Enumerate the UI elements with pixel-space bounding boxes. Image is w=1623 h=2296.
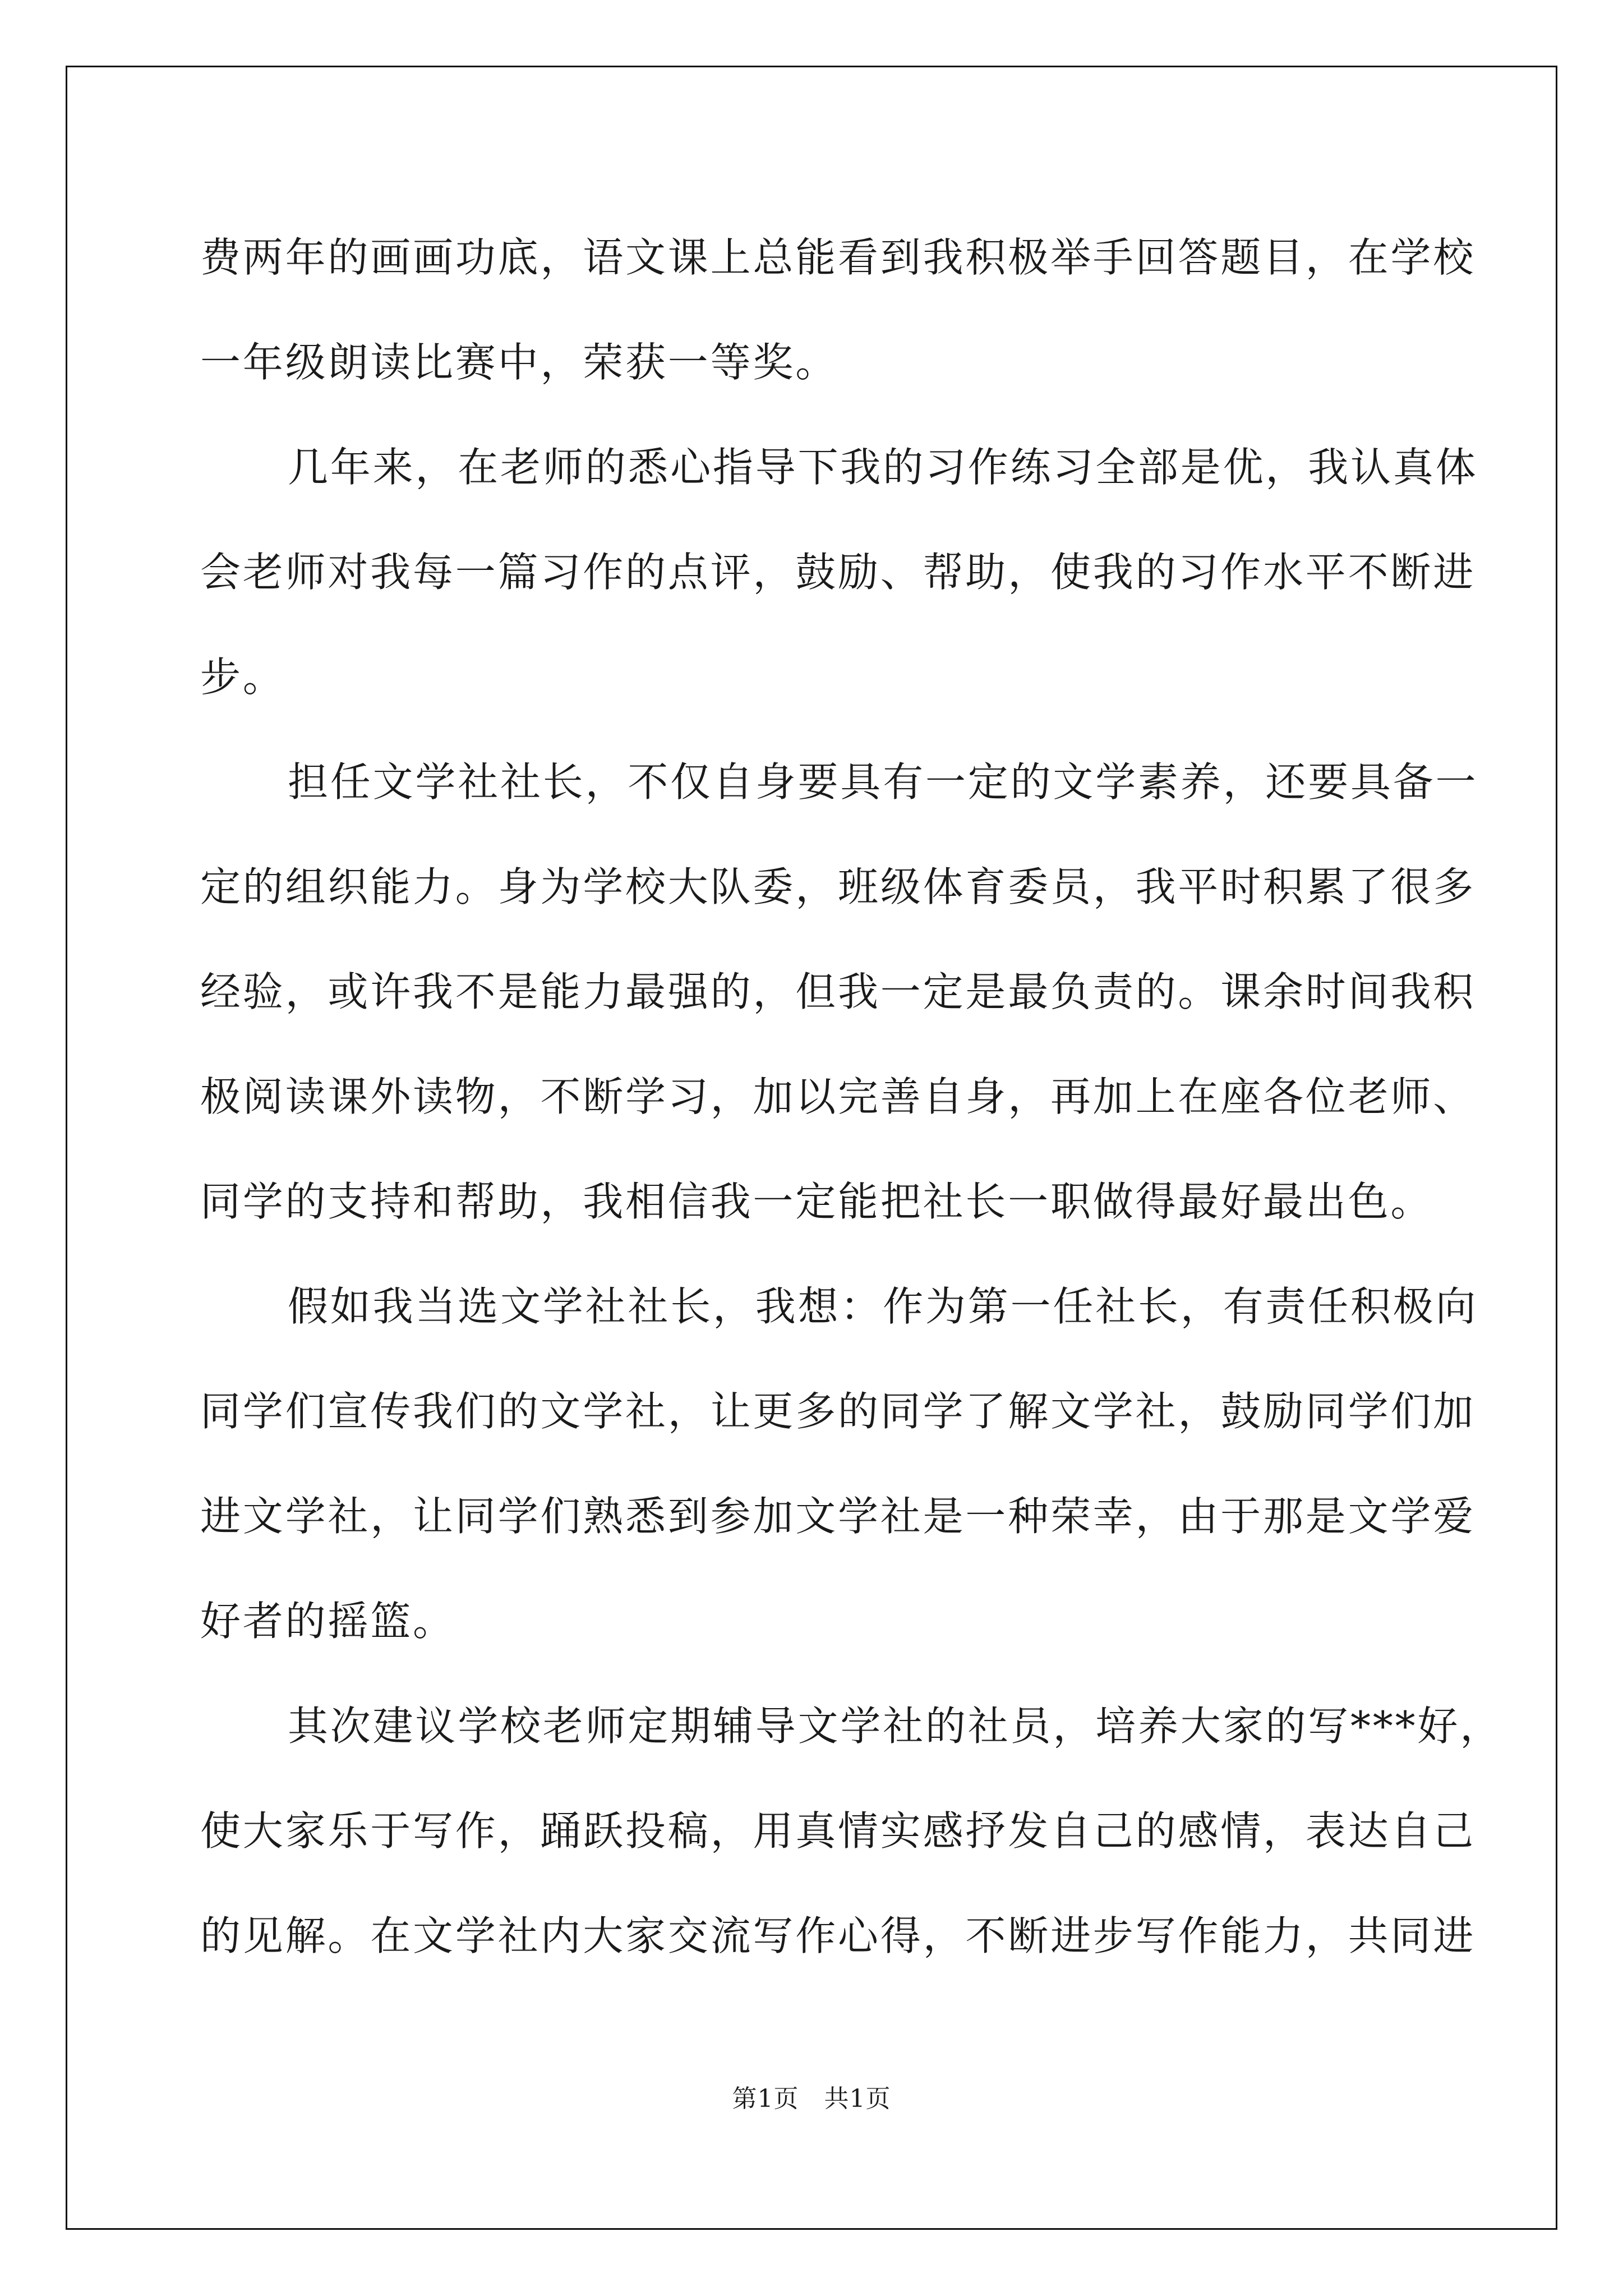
page-footer <box>0 2082 1623 2116</box>
text-line: 极阅读课外读物，不断学习，加以完善自身，再加上在座各位老师、 <box>200 1073 1476 1120</box>
paragraph-start-line: 担任文学社社长，不仅自身要具有一定的文学素养，还要具备一 <box>288 758 1478 806</box>
text-line: 好者的摇篮。 <box>200 1598 455 1645</box>
text-line: 经验，或许我不是能力最强的，但我一定是最负责的。课余时间我积 <box>200 968 1476 1015</box>
text-line: 定的组织能力。身为学校大队委，班级体育委员，我平时积累了很多 <box>200 863 1476 910</box>
document-body <box>200 205 1503 1989</box>
paragraph-start-line: 几年来，在老师的悉心指导下我的习作练习全部是优，我认真体 <box>288 444 1478 491</box>
text-line: 一年级朗读比赛中，荣获一等奖。 <box>200 339 838 386</box>
text-line: 同学们宣传我们的文学社，让更多的同学了解文学社，鼓励同学们加 <box>200 1388 1476 1435</box>
paragraph-start-line: 其次建议学校老师定期辅导文学社的社员，培养大家的写***好， <box>288 1703 1503 1750</box>
text-line: 的见解。在文学社内大家交流写作心得，不断进步写作能力，共同进 <box>200 1912 1476 1959</box>
paragraph-start-line: 假如我当选文学社社长，我想：作为第一任社长，有责任积极向 <box>288 1283 1478 1330</box>
text-line: 步。 <box>200 654 285 701</box>
text-line: 费两年的画画功底，语文课上总能看到我积极举手回答题目，在学校 <box>200 234 1476 281</box>
text-line: 进文学社，让同学们熟悉到参加文学社是一种荣幸，由于那是文学爱 <box>200 1493 1476 1540</box>
text-line: 会老师对我每一篇习作的点评，鼓励、帮助，使我的习作水平不断进 <box>200 549 1476 596</box>
text-line: 同学的支持和帮助，我相信我一定能把社长一职做得最好最出色。 <box>200 1178 1433 1225</box>
page-number-label: 第1页 共1页 <box>732 2085 891 2113</box>
text-line: 使大家乐于写作，踊跃投稿，用真情实感抒发自己的感情，表达自己 <box>200 1807 1476 1855</box>
